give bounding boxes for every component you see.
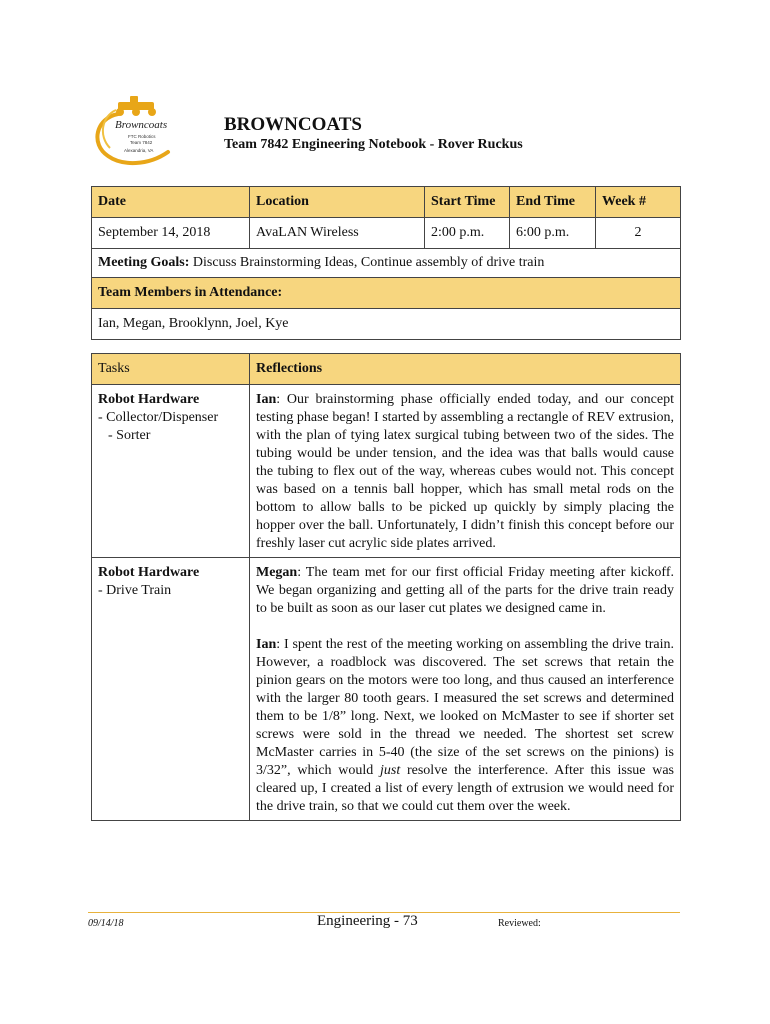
footer-date: 09/14/18	[88, 918, 124, 929]
logo-wordmark: Browncoats	[115, 119, 168, 131]
reflection-text: : Our brainstorming phase officially ended today, and our concept testing phase began! I started by assembling a rectangle of REV extrusion, with the plan of tying latex surgical tubing between two of the sides. The tubing would be under tension, and the idea was that balls would cause the tubing to flex out of the way, whereas cubes would not. This concept was based on a tennis ball hopper, which has small metal rods on the bottom to allow balls to be picked up quickly by simply placing the hopper over the ball. Unfortunately, I didn’t finish this concept before our freshly laser cut acrylic side plates arrived.	[256, 392, 674, 551]
attendance-row	[92, 309, 681, 340]
location-value: AvaLAN Wireless	[250, 218, 425, 249]
meeting-goals-label: Meeting Goals:	[98, 255, 190, 270]
end-time-value: 6:00 p.m.	[510, 218, 596, 249]
week-header: Week #	[596, 187, 681, 218]
reflection-paragraph	[256, 391, 674, 553]
meeting-goals-row	[92, 249, 681, 278]
footer-reviewed: Reviewed:	[498, 918, 541, 929]
reflection-cell	[250, 558, 681, 821]
task-cell	[92, 385, 250, 558]
task-title: Robot Hardware	[98, 392, 200, 407]
tasks-table	[91, 353, 681, 821]
reflection-author: Megan	[256, 565, 298, 580]
reflections-header: Reflections	[250, 354, 681, 385]
rover-icon	[116, 96, 156, 116]
date-header: Date	[92, 187, 250, 218]
reflection-text: : I spent the rest of the meeting working on assembling the drive train. However, a roadblock was discovered. The set screws that retain the pinion gears on the motors were too long, and thus caused an interference with the larger 80 tooth gears. I measured the set screws and determined them to be 1/8” long. Next, we looked on McMaster to see if shorter set screws were sold in the thread we needed. The shortest set screw McMaster carries in 5-40 (the size of the set screws on the pinions) is 3/32”, which would	[256, 637, 674, 778]
reflection-paragraph	[256, 564, 674, 618]
browncoats-logo	[88, 96, 180, 168]
task-item: - Collector/Dispenser	[98, 410, 219, 425]
footer-page-number: Engineering - 73	[317, 913, 418, 929]
attendance-label: Team Members in Attendance:	[92, 278, 681, 309]
start-time-value: 2:00 p.m.	[425, 218, 510, 249]
reflection-author: Ian	[256, 392, 277, 407]
start-time-header: Start Time	[425, 187, 510, 218]
tasks-header: Tasks	[92, 354, 250, 385]
meeting-info-table	[91, 186, 681, 340]
task-item: - Drive Train	[98, 583, 172, 598]
table-row	[92, 385, 681, 558]
attendance-header-row	[92, 278, 681, 309]
meeting-header-row	[92, 187, 681, 218]
attendance-names: Ian, Megan, Brooklynn, Joel, Kye	[92, 309, 681, 340]
task-title: Robot Hardware	[98, 565, 200, 580]
table-row	[92, 558, 681, 821]
end-time-header: End Time	[510, 187, 596, 218]
date-value: September 14, 2018	[92, 218, 250, 249]
tasks-header-row	[92, 354, 681, 385]
task-cell	[92, 558, 250, 821]
reflection-text: resolve the interference. After this issue was cleared up, I created a list of every length of extrusion we would need for the drive train, so that we could cut them over the week.	[256, 763, 674, 814]
meeting-goals-text: Discuss Brainstorming Ideas, Continue assembly of drive train	[189, 255, 545, 270]
reflection-cell	[250, 385, 681, 558]
svg-text:FTC Robotics: FTC Robotics	[128, 134, 156, 139]
reflection-text: : The team met for our first official Friday meeting after kickoff. We began organizing and getting all of the parts for the drive train ready to be built as soon as our laser cut plates we designed came in.	[256, 565, 674, 616]
page-title: BROWNCOATS	[224, 114, 362, 135]
svg-text:Alexandria, VA: Alexandria, VA	[124, 148, 154, 153]
page-subtitle: Team 7842 Engineering Notebook - Rover Ruckus	[224, 137, 523, 152]
meeting-goals	[92, 249, 681, 278]
location-header: Location	[250, 187, 425, 218]
reflection-paragraph	[256, 636, 674, 816]
reflection-emphasis: just	[380, 763, 401, 778]
week-value: 2	[596, 218, 681, 249]
task-item: - Sorter	[108, 428, 151, 443]
svg-text:Team 7842: Team 7842	[130, 140, 153, 145]
reflection-author: Ian	[256, 637, 277, 652]
meeting-value-row	[92, 218, 681, 249]
